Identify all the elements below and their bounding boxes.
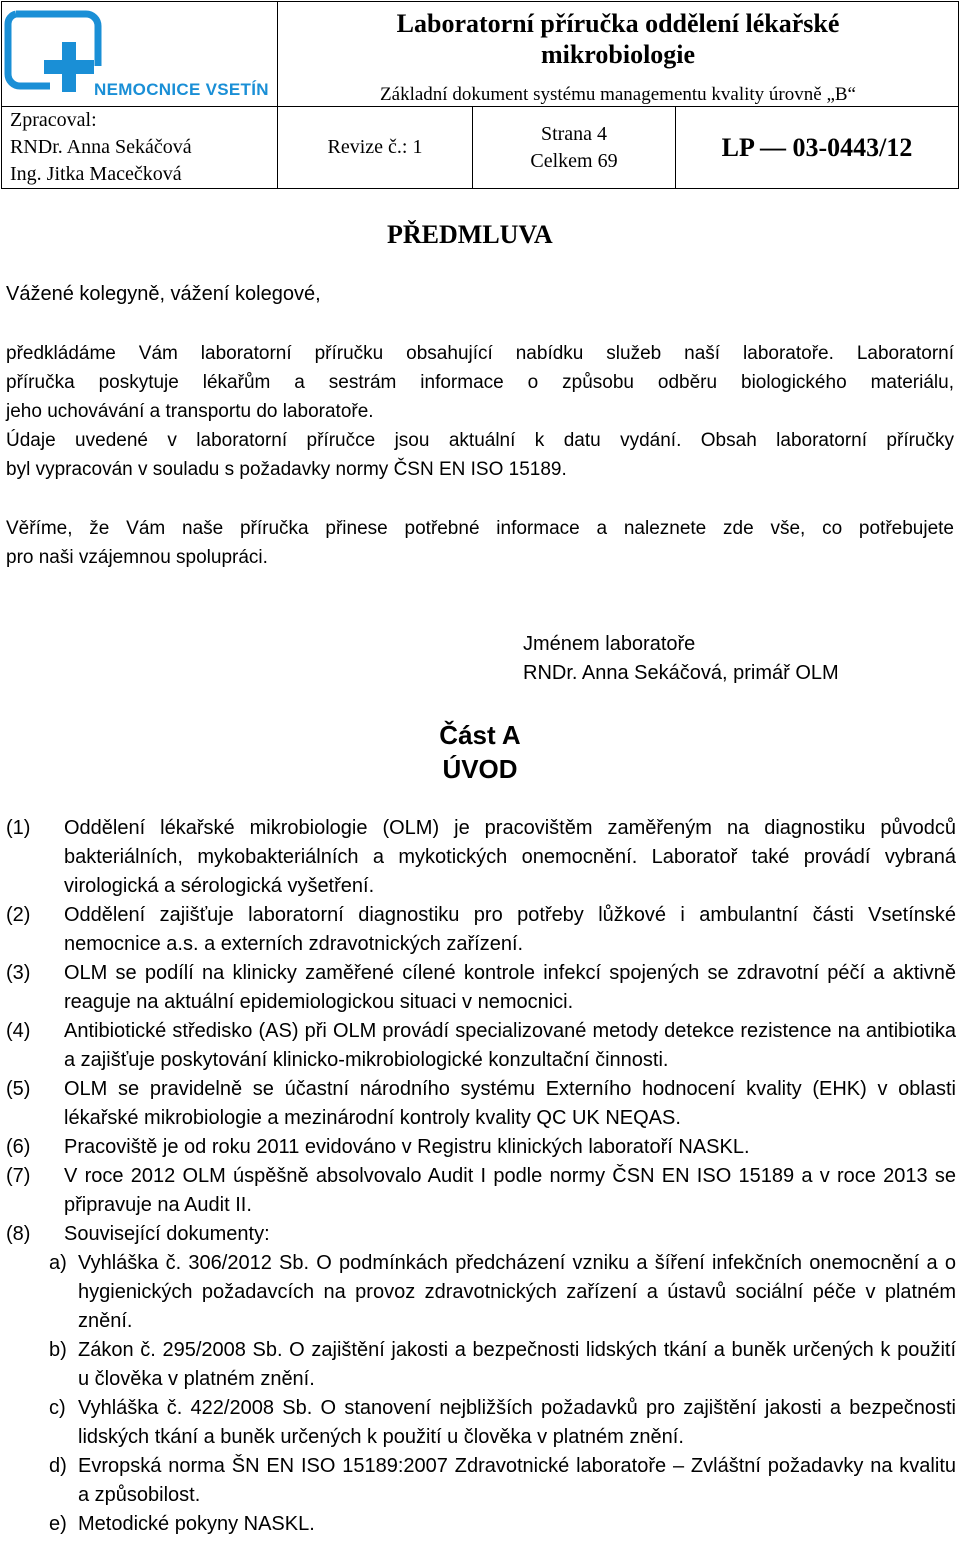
- list-number: (4): [6, 1020, 31, 1042]
- p1-line1: předkládáme Vám laboratorní příručku obsahující nabídku služeb naší laboratoře. Laboratorní: [6, 343, 954, 364]
- document-header: [1, 1, 959, 189]
- signature-line-2: RNDr. Anna Sekáčová, primář OLM: [523, 662, 839, 684]
- list-text: Pracoviště je od roku 2011 evidováno v Registru klinických laboratoří NASKL.: [64, 1136, 750, 1158]
- sublist-letter: c): [49, 1397, 66, 1419]
- sublist-item: [6, 1394, 956, 1452]
- page-cell: [473, 107, 676, 189]
- list-text: Oddělení lékařské mikrobiologie (OLM) je pracovištěm zaměřeným na diagnostiku původců bakteriálních, mykobakteriálních a mykotických onemocnění. Laboratoř také provádí vybraná virologická a sérologická vyšetření.: [64, 817, 956, 897]
- p2-line2: byl vypracován v souladu s požadavky normy ČSN EN ISO 15189.: [6, 459, 567, 480]
- list-number: (5): [6, 1078, 31, 1100]
- revision-cell: [278, 107, 473, 189]
- revision-number: Revize č.: 1: [327, 136, 423, 158]
- list-text: OLM se pravidelně se účastní národního systému Externího hodnocení kvality (EHK) v oblasti lékařské mikrobiologie a mezinárodní kontroly kvality QC UK NEQAS.: [64, 1078, 956, 1129]
- signature-block: [523, 630, 839, 688]
- signature-line-1: Jménem laboratoře: [523, 633, 696, 655]
- p1-line3: jeho uchovávání a transportu do laboratoře.: [6, 401, 374, 422]
- preface-paragraph-1: [6, 339, 954, 484]
- sublist-text: Vyhláška č. 422/2008 Sb. O stanovení nejbližších požadavků pro zajištění jakosti a bezpečnosti lidských tkání a buněk určených k použití u člověka v platném znění.: [78, 1397, 956, 1448]
- list-item: [6, 959, 956, 1017]
- author-1: RNDr. Anna Sekáčová: [10, 136, 192, 158]
- list-number: (1): [6, 817, 31, 839]
- list-text: Související dokumenty:: [64, 1223, 270, 1245]
- list-item: [6, 1162, 956, 1220]
- list-item: [6, 1017, 956, 1075]
- document-code: LP — 03-0443/12: [721, 132, 913, 162]
- document-title-line2: mikrobiologie: [540, 40, 696, 69]
- logo-text: NEMOCNICE VSETÍN: [94, 80, 269, 99]
- author-2: Ing. Jitka Macečková: [10, 163, 182, 185]
- preface-paragraph-3: [6, 514, 954, 572]
- title-cell: [278, 2, 959, 107]
- sublist-item: [6, 1452, 956, 1510]
- sublist-text: Vyhláška č. 306/2012 Sb. O podmínkách předcházení vzniku a šíření infekčních onemocnění a o hygienických požadavcích na provoz zdravotnických zařízení a ústavů sociální péče v platném znění.: [78, 1252, 956, 1332]
- part-heading: [380, 718, 580, 786]
- list-text: Antibiotické středisko (AS) při OLM provádí specializované metody detekce rezistence na antibiotika a zajišťuje poskytování klinicko-mikrobiologické konzultační činnosti.: [64, 1020, 956, 1071]
- list-item: [6, 1133, 956, 1162]
- part-subtitle: ÚVOD: [442, 754, 518, 784]
- list-text: OLM se podílí na klinicky zaměřené cílené kontrole infekcí spojených se zdravotní péčí a aktivně reaguje na aktuální epidemiologickou situaci v nemocnici.: [64, 962, 956, 1013]
- sublist-text: Zákon č. 295/2008 Sb. O zajištění jakosti a bezpečnosti lidských tkání a buněk určených k použití u člověka v platném znění.: [78, 1339, 956, 1390]
- list-number: (7): [6, 1165, 31, 1187]
- document-subtitle: Základní dokument systému managementu kvality úrovně „B“: [380, 84, 856, 105]
- sublist-letter: a): [49, 1252, 67, 1274]
- document-code-cell: [676, 107, 959, 189]
- list-item: [6, 901, 956, 959]
- logo-cell: [2, 2, 278, 107]
- prepared-by-cell: [2, 107, 278, 189]
- sublist-item: [6, 1336, 956, 1394]
- sublist-text: Evropská norma ŠN EN ISO 15189:2007 Zdravotnické laboratoře – Zvláštní požadavky na kvalitu a způsobilost.: [78, 1455, 956, 1506]
- p2-line1: Údaje uvedené v laboratorní příručce jsou aktuální k datu vydání. Obsah laboratorní příručky: [6, 430, 954, 451]
- sublist-letter: d): [49, 1455, 67, 1477]
- list-item: [6, 1075, 956, 1133]
- sublist-letter: e): [49, 1513, 67, 1535]
- list-number: (2): [6, 904, 31, 926]
- p3-line1: Věříme, že Vám naše příručka přinese potřebné informace a naleznete zde vše, co potřebujete: [6, 518, 954, 539]
- page-number: Strana 4: [540, 122, 608, 145]
- part-title: Část A: [439, 720, 521, 750]
- prepared-label: Zpracoval:: [10, 109, 97, 131]
- sublist-item: [6, 1510, 956, 1539]
- list-text: Oddělení zajišťuje laboratorní diagnostiku pro potřeby lůžkové i ambulantní části Vsetínské nemocnice a.s. a externích zdravotnických zařízení.: [64, 904, 956, 955]
- sublist-text: Metodické pokyny NASKL.: [78, 1513, 315, 1535]
- intro-list: [6, 814, 956, 1539]
- p3-line2: pro naši vzájemnou spolupráci.: [6, 547, 268, 568]
- document-title-line1: Laboratorní příručka oddělení lékařské: [396, 9, 840, 38]
- list-number: (8): [6, 1223, 31, 1245]
- list-text: V roce 2012 OLM úspěšně absolvovalo Audit I podle normy ČSN EN ISO 15189 a v roce 2013 se připravuje na Audit II.: [64, 1165, 956, 1216]
- list-number: (6): [6, 1136, 31, 1158]
- sublist-letter: b): [49, 1339, 67, 1361]
- list-number: (3): [6, 962, 31, 984]
- preface-heading: PŘEDMLUVA: [387, 220, 553, 249]
- p1-line2: příručka poskytuje lékařům a sestrám informace o způsobu odběru biologického materiálu,: [6, 372, 954, 393]
- salutation: Vážené kolegyně, vážení kolegové,: [6, 283, 321, 305]
- sublist-item: [6, 1249, 956, 1336]
- list-item: [6, 814, 956, 901]
- list-item: [6, 1220, 956, 1249]
- page-total: Celkem 69: [530, 149, 618, 172]
